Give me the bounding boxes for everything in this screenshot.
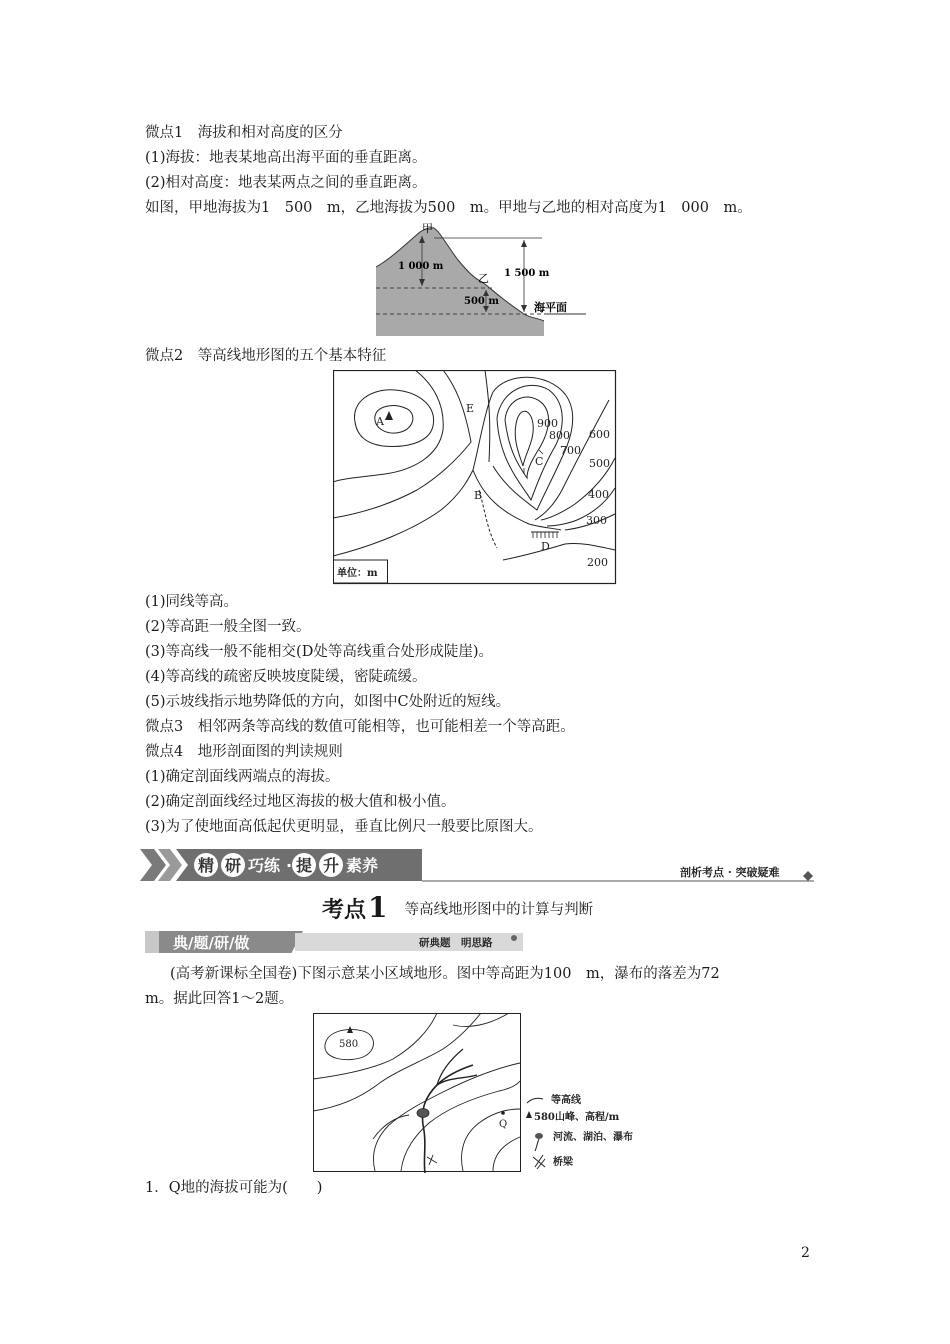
text-line: (2)确定剖面线经过地区海拔的极大值和极小值。 [145, 794, 456, 810]
question-1: 1．Q地的海拔可能为( ) [145, 1180, 323, 1196]
kaodian-title: 等高线地形图中的计算与判断 [404, 902, 594, 918]
banner-char-ti: 提 [296, 856, 313, 875]
practice-subtitle: 研典题 明思路 [419, 937, 493, 949]
page-number: 2 [801, 1245, 810, 1261]
text-line: (2)等高距一般全图一致。 [145, 619, 311, 635]
banner-right-text: 剖析考点 · 突破疑难 [680, 866, 780, 879]
contour-400-label: 400 [588, 488, 609, 501]
contour-500-label: 500 [589, 457, 610, 470]
text-line: (1)确定剖面线两端点的海拔。 [145, 769, 340, 785]
contour-700-label: 700 [560, 444, 581, 457]
contour-600-label: 600 [589, 428, 610, 441]
peak-580-label: 580 [339, 1039, 359, 1050]
peak-legend-icon [526, 1111, 532, 1118]
contour-300-label: 300 [586, 514, 607, 527]
bridge-legend-icon [533, 1155, 545, 1169]
unit-label: 单位：m [337, 568, 378, 579]
question-intro-cont: m。据此回答1～2题。 [145, 991, 294, 1007]
contour-200-label: 200 [587, 556, 608, 569]
legend-peak-number: 580 [534, 1112, 555, 1123]
practice-bar [145, 931, 523, 953]
question-intro: (高考新课标全国卷)下图示意某小区域地形。图中等高距为100 m，瀑布的落差为72 [170, 966, 720, 982]
text-line: 如图，甲地海拔为1 500 m，乙地海拔为500 m。甲地与乙地的相对高度为1 000 m。 [145, 200, 752, 216]
text-line: (4)等高线的疏密反映坡度陡缓，密陡疏缓。 [145, 669, 427, 685]
height-1000-label: 1 000 m [398, 261, 444, 272]
legend-bridge: 桥梁 [553, 1157, 573, 1168]
point-q-label: Q [499, 1119, 508, 1130]
banner-dot: · [286, 856, 293, 875]
contour-legend-icon [527, 1098, 543, 1103]
sea-level-label: 海平面 [534, 301, 567, 314]
text-line: (5)示坡线指示地势降低的方向，如图中C处附近的短线。 [145, 694, 511, 710]
kaodian-label: 考点 [322, 898, 367, 923]
point-d-label: D [541, 540, 550, 553]
point-b-label: B [474, 489, 483, 502]
text-line: (1)同线等高。 [145, 594, 239, 610]
kaodian-number: 1 [368, 891, 388, 924]
point1-heading: 微点1 海拔和相对高度的区分 [145, 125, 343, 141]
text-line: (3)等高线一般不能相交(D处等高线重合处形成陡崖)。 [145, 644, 493, 660]
terrain-map [313, 1013, 653, 1173]
legend-peak: 山峰、高程/m [555, 1112, 620, 1123]
height-500-label: 500 m [464, 296, 499, 307]
banner-text-suyang: 素养 [346, 856, 379, 875]
contour-800-label: 800 [549, 429, 570, 442]
practice-title: 典/题/研/做 [173, 934, 250, 952]
banner-text-qiaolian: 巧练 [248, 856, 281, 875]
text-line: (1)海拔：地表某地高出海平面的垂直距离。 [145, 150, 427, 166]
text-line: (3)为了使地面高低起伏更明显，垂直比例尺一般要比原图大。 [145, 819, 543, 835]
kaodian-heading [322, 891, 593, 924]
point4-heading: 微点4 地形剖面图的判读规则 [145, 744, 343, 760]
text-line: (2)相对高度：地表某两点之间的垂直距离。 [145, 175, 427, 191]
legend-contour: 等高线 [551, 1095, 581, 1106]
banner-char-jing: 精 [198, 856, 215, 875]
point-a-label: A [376, 415, 384, 428]
section-banner [140, 845, 820, 885]
map-legend [526, 1093, 633, 1169]
altitude-diagram [374, 222, 588, 338]
point-e-label: E [466, 402, 475, 415]
legend-river: 河流、湖泊、瀑布 [553, 1132, 633, 1143]
yi-label: 乙 [478, 272, 489, 285]
jia-label: 甲 [422, 222, 433, 235]
contour-map [333, 370, 617, 585]
height-1500-label: 1 500 m [504, 268, 550, 279]
point-c-label: C [535, 455, 544, 468]
point2-heading: 微点2 等高线地形图的五个基本特征 [145, 348, 387, 364]
lake-legend-icon [535, 1133, 543, 1139]
banner-char-sheng: 升 [323, 856, 340, 875]
contour-900-label: 900 [537, 417, 558, 430]
point3-heading: 微点3 相邻两条等高线的数值可能相等，也可能相差一个等高距。 [145, 719, 575, 735]
banner-char-yan: 研 [225, 856, 242, 875]
